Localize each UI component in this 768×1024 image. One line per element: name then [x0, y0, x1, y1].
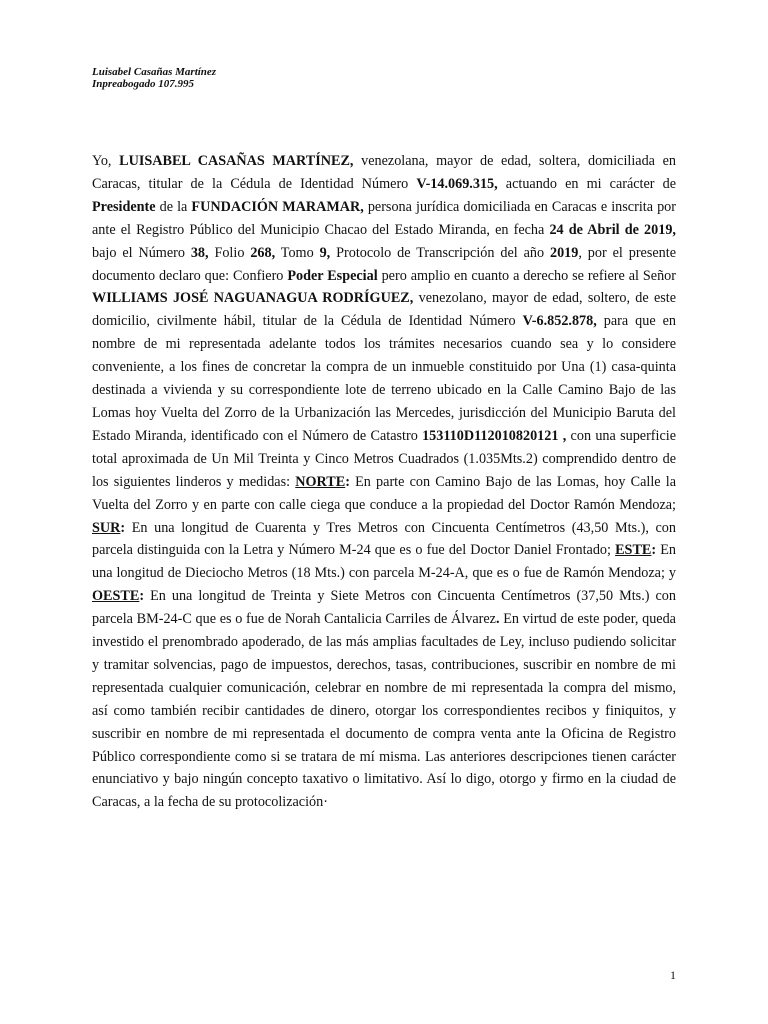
bold-text-segment: 268,	[250, 244, 276, 261]
text-segment: En virtud de este poder, queda investido el prenombrado apoderado, de las más amplias facultades de Ley, incluso pudiendo solicitar y tramitar solvencias, pago de impuestos, derechos, tasas, contribuciones, suscribir en nombre de mi representada cualquier comunicación, celebrar en nombre de mi representada la compra del mismo, así como también recibir cantidades de dinero, otorgar los correspondientes recibos y finiquitos, y suscribir en nombre de mi representada el documento de compra venta ante la Oficina de Registro Público correspondiente como si se tratara de mí misma. Las anteriores descripciones tienen carácter enunciativo y bajo ningún concepto taxativo o limitativo. Así lo digo, otorgo y firmo en la ciudad de Caracas, a la fecha de su protocolización	[92, 611, 676, 811]
bold-text-segment: SUR	[92, 519, 121, 536]
bold-text-segment: 2019	[549, 244, 579, 261]
text-segment: Tomo	[275, 244, 320, 261]
bold-text-segment: NORTE	[295, 473, 346, 490]
text-segment: para que en nombre de mi representada adelante todos los trámites necesarios cuando sea y lo considere conveniente, a los fines de concretar la compra de un inmueble constituido por Una (1) casa-quinta destinada a vivienda y su correspondiente lote de terreno ubicado en la Calle Camino Bajo de las Lomas hoy Vuelta del Zorro de la Urbanización las Mercedes, jurisdicción del Municipio Baruta del Estado Miranda, identificado con el Número de Catastro	[92, 313, 676, 444]
bold-text-segment: 24 de Abril de 2019,	[549, 221, 676, 238]
bold-text-segment: Poder Especial	[287, 267, 378, 284]
bold-text-segment: :	[139, 588, 145, 605]
bold-text-segment: 9,	[319, 244, 331, 261]
text-segment: actuando en mi carácter de	[497, 175, 677, 192]
text-segment: con una superficie total aproximada de Un Mil Treinta y Cinco Metros Cuadrados (1.035Mts.2) comprendido dentro de los siguientes linderos y medidas:	[92, 427, 677, 490]
text-segment: venezolano, mayor de edad, soltero, de este domicilio, civilmente hábil, titular de la Cédula de Identidad Número	[92, 290, 676, 330]
author-registration: Inpreabogado 107.995	[92, 78, 195, 90]
text-segment: pero amplio en cuanto a derecho se refiere al Señor	[377, 267, 676, 284]
author-name: Luisabel Casañas Martínez	[92, 66, 217, 78]
text-segment: Yo,	[92, 153, 120, 169]
text-segment: En una longitud de Treinta y Siete Metros con Cincuenta Centímetros (37,50 Mts.) con parcela BM-24-C que es o fue de Norah Cantalicia Carriles de Álvarez	[92, 588, 676, 628]
bold-text-segment: LUISABEL CASAÑAS MARTÍNEZ,	[119, 153, 354, 169]
document-header	[92, 66, 216, 90]
bold-text-segment: FUNDACIÓN MARAMAR,	[191, 198, 364, 215]
bold-text-segment: OESTE	[92, 588, 140, 605]
bold-text-segment: :	[651, 542, 657, 559]
text-segment: En una longitud de Dieciocho Metros (18 Mts.) con parcela M-24-A, que es o fue de Ramón Mendoza; y	[92, 542, 677, 582]
text-segment: de la	[155, 198, 192, 215]
bold-text-segment: 38,	[190, 244, 209, 261]
bold-text-segment: V-14.069.315,	[416, 175, 498, 192]
bold-text-segment: WILLIAMS JOSÉ NAGUANAGUA RODRÍGUEZ,	[92, 290, 414, 307]
text-segment: En parte con Camino Bajo de las Lomas, hoy Calle la Vuelta del Zorro y en parte con calle ciega que conduce a la propiedad del Doctor Ramón Mendoza;	[92, 473, 677, 513]
text-segment: ·	[323, 794, 328, 811]
text-segment: Folio	[208, 244, 251, 261]
text-segment: venezolana, mayor de edad, soltera, domiciliada en Caracas, titular de la Cédula de Identidad Número	[92, 153, 676, 192]
text-segment: En una longitud de Cuarenta y Tres Metros con Cincuenta Centímetros (43,50 Mts.), con parcela distinguida con la Letra y Número M-24 que es o fue del Doctor Daniel Frontado;	[92, 519, 676, 559]
bold-text-segment: V-6.852.878,	[522, 313, 597, 330]
bold-text-segment: :	[120, 519, 126, 536]
text-segment: , por el presente documento declaro que: Confiero	[92, 244, 676, 284]
bold-text-segment: 153110D112010820121 ,	[422, 427, 567, 444]
text-segment: bajo el Número	[92, 244, 191, 261]
page-number: 1	[670, 968, 676, 982]
bold-text-segment: .	[495, 611, 500, 628]
bold-text-segment: :	[345, 473, 350, 490]
document-body	[92, 150, 676, 814]
text-segment: Protocolo de Transcripción del año	[330, 244, 550, 261]
bold-text-segment: Presidente	[92, 198, 156, 215]
text-segment: persona jurídica domiciliada en Caracas e inscrita por ante el Registro Público del Municipio Chacao del Estado Miranda, en fecha	[92, 198, 676, 238]
bold-text-segment: ESTE	[615, 542, 652, 559]
